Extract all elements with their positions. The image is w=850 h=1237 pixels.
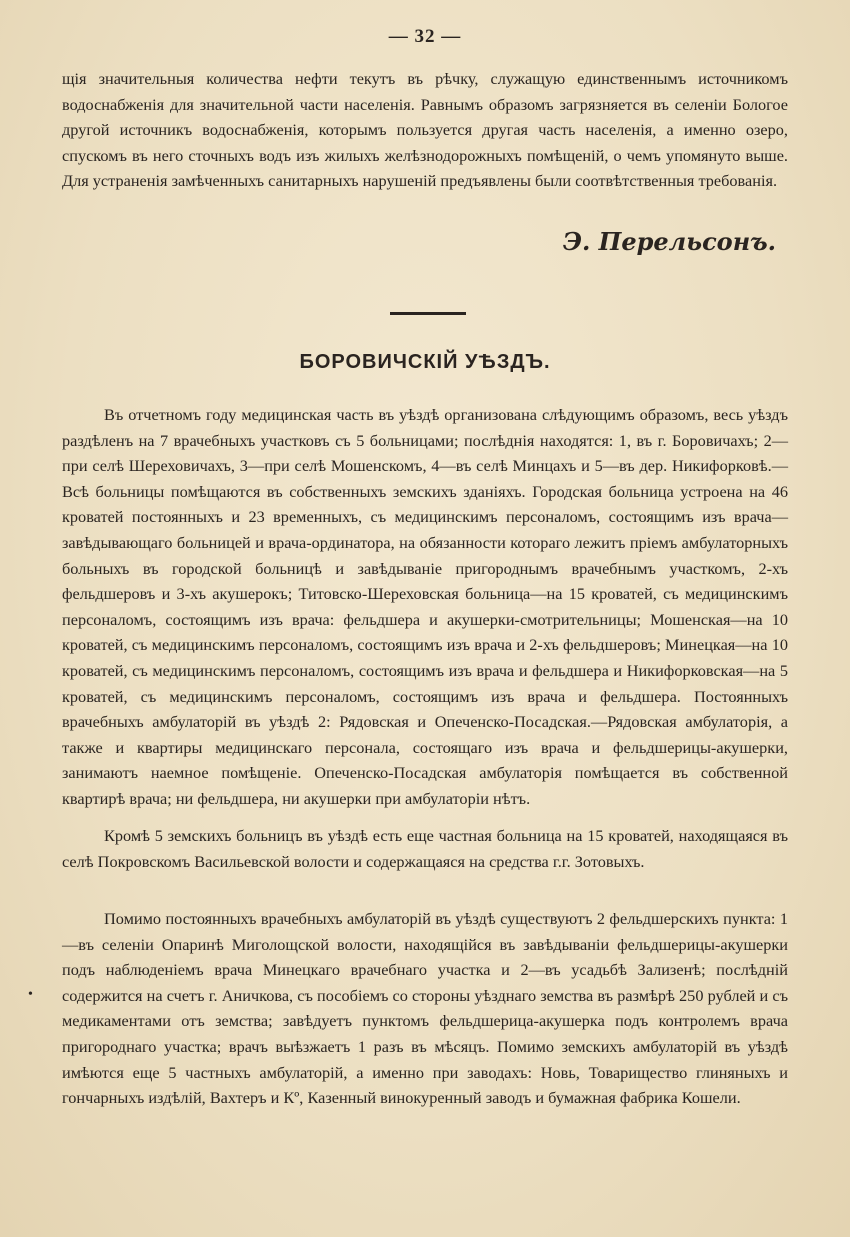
section-divider <box>390 312 466 315</box>
paragraph-text: Кромѣ 5 земскихъ больницъ въ уѣздѣ есть еще частная больница на 15 кроватей, находящаяся въ селѣ Покровскомъ Васильевской волости и содержащаяся на средства г.г. Зотовыхъ. <box>62 826 788 871</box>
margin-mark: • <box>28 987 33 1002</box>
page-number: — 32 — <box>388 26 462 47</box>
intro-text: щія значительныя количества нефти текутъ въ рѣчку, служащую единственнымъ источникомъ водоснабженія для значительной части населенія. Равнымъ образомъ загрязняется въ селеніи Бологое другой источникъ водоснабженія, которымъ пользуется другая часть населенія, а именно озеро, спускомъ въ него сточныхъ водъ изъ жилыхъ желѣзнодорожныхъ помѣщеній, о чемъ упомянуто выше. Для устраненія замѣченныхъ санитарныхъ нарушеній предъявлены были соотвѣтственныя требованія. <box>62 69 788 191</box>
section-paragraph <box>62 402 788 812</box>
paragraph-text: Помимо постоянныхъ врачебныхъ амбулаторій въ уѣздѣ существуютъ 2 фельдшерскихъ пункта: 1—въ селеніи Опаринѣ Миголощской волости, находящійся въ завѣдываніи фельдшерицы-акушерки подъ наблюденіемъ врача Минецкаго врачебнаго участка и 2—въ усадьбѣ Зализенѣ; послѣдній содержится на счетъ г. Аничкова, съ пособіемъ со стороны уѣзднаго земства въ размѣрѣ 250 рублей и съ медикаментами отъ земства; завѣдуетъ пунктомъ фельдшерица-акушерка подъ контролемъ врача пригороднаго участка; врачъ выѣзжаетъ 1 разъ въ мѣсяцъ. Помимо земскихъ амбулаторій въ уѣздѣ имѣются еще 5 частныхъ амбулаторій, а именно при заводахъ: Новь, Товарищество глиняныхъ и гончарныхъ издѣлій, Вахтеръ и Кº, Казенный винокуренный заводъ и бумажная фабрика Кошели. <box>62 909 788 1108</box>
section-paragraph <box>62 823 788 874</box>
section-paragraph <box>62 906 788 1111</box>
intro-paragraph <box>62 66 788 194</box>
section-title: БОРОВИЧСКІЙ УѢЗДЪ. <box>299 351 551 373</box>
author-signature: Э. Перельсонъ. <box>562 227 776 256</box>
paragraph-text: Въ отчетномъ году медицинская часть въ уѣздѣ организована слѣдующимъ образомъ, весь уѣздъ раздѣленъ на 7 врачебныхъ участковъ съ 5 больницами; послѣднія находятся: 1, въ г. Боровичахъ; 2—при селѣ Шереховичахъ, 3—при селѣ Мошенскомъ, 4—въ селѣ Минцахъ и 5—въ дер. Никифорковѣ.—Всѣ больницы помѣщаются въ собственныхъ земскихъ зданіяхъ. Городская больница устроена на 46 кроватей постоянныхъ и 23 временныхъ, съ медицинскимъ персоналомъ, состоящимъ изъ врача—завѣдывающаго больницей и врача-ординатора, на обязанности котораго лежитъ пріемъ амбулаторныхъ больныхъ въ городской больницѣ и завѣдываніе пригороднымъ врачебнымъ участкомъ, 2-хъ фельдшеровъ и 3-хъ акушерокъ; Титовско-Шереховская больница—на 15 кроватей, съ медицинскимъ персоналомъ, состоящимъ изъ врача: фельдшера и акушерки-смотрительницы; Мошенская—на 10 кроватей, съ медицинскимъ персоналомъ, состоящимъ изъ врача и 2-хъ фельдшеровъ; Минецкая—на 10 кроватей, съ медицинскимъ персоналомъ, состоящимъ изъ врача и фельдшера и Никифорковская—на 5 кроватей, съ медицинскимъ персоналомъ, состоящимъ изъ врача и фельдшера. Постоянныхъ врачебныхъ амбулаторій въ уѣздѣ 2: Рядовская и Опеченско-Посадская.—Рядовская амбулаторія, а также и квартиры медицинскаго персонала, состоящаго изъ врача и фельдшерицы-акушерки, занимаютъ наемное помѣщеніе. Опеченско-Посадская амбулаторія помѣщается въ собственной квартирѣ врача; ни фельдшера, ни акушерки при амбулаторіи нѣтъ. <box>62 405 788 808</box>
